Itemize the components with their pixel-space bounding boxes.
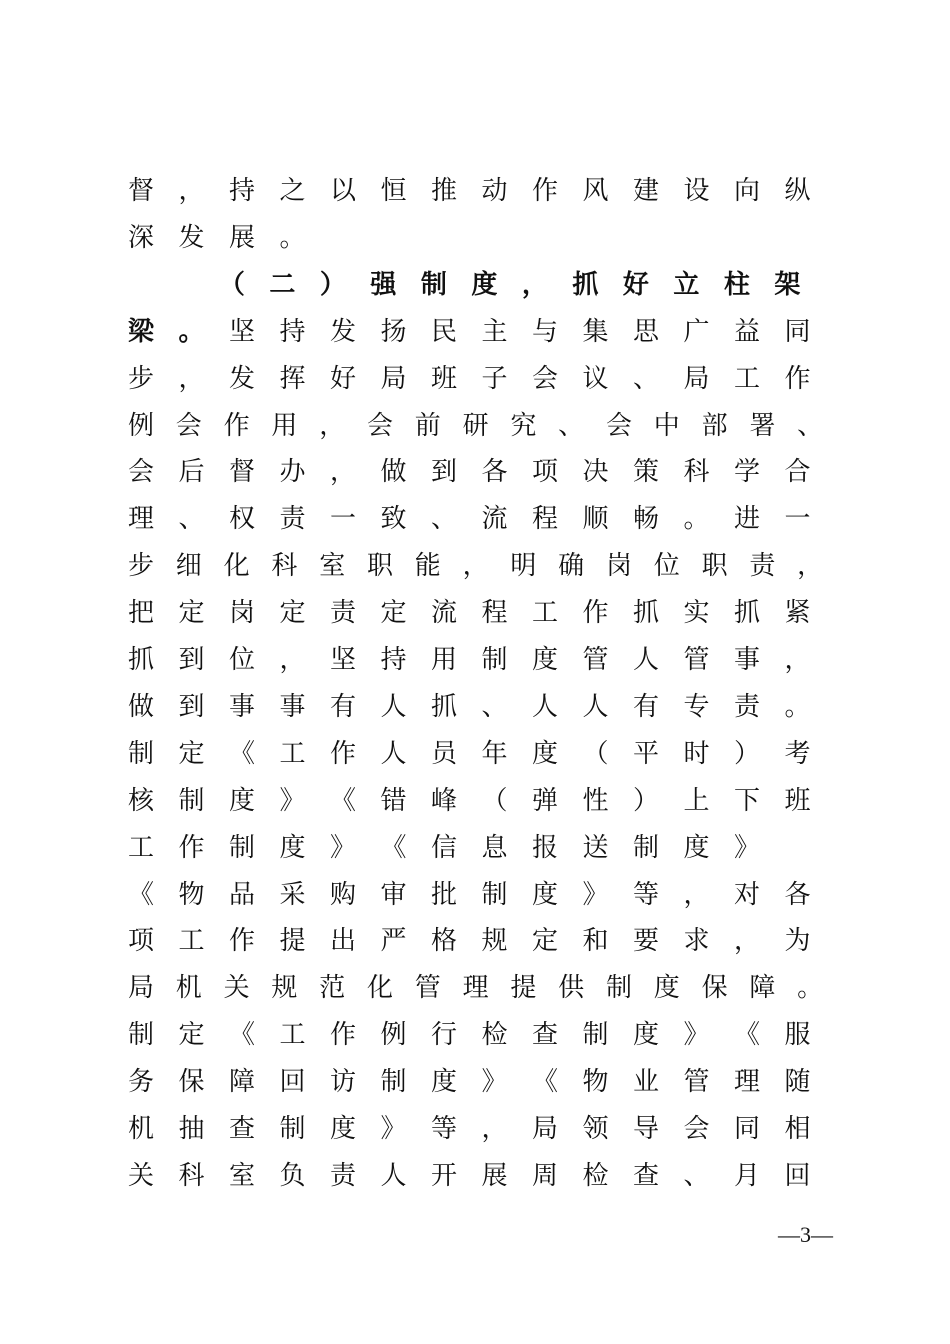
text-line: 工 作 制 度 》 《 信 息 报 送 制 度 》: [128, 832, 761, 863]
text-line: 制 定 《 工 作 例 行 检 查 制 度 》 《 服: [128, 1020, 811, 1051]
text-line: 例 会 作 用 ， 会 前 研 究 、 会 中 部 署 、: [128, 410, 824, 441]
text-line: 会 后 督 办 ， 做 到 各 项 决 策 科 学 合: [128, 457, 811, 488]
text-line: 关 科 室 负 责 人 开 展 周 检 查 、 月 回: [128, 1160, 811, 1191]
text-line: 深 发 展 。: [128, 222, 306, 253]
text-line: 制 定 《 工 作 人 员 年 度 （ 平 时 ） 考: [128, 738, 811, 769]
text-line: 做 到 事 事 有 人 抓 、 人 人 有 专 责 。: [128, 691, 811, 722]
text-line: 局 机 关 规 范 化 管 理 提 供 制 度 保 障 。: [128, 973, 824, 1004]
text-line: 梁 。 坚 持 发 扬 民 主 与 集 思 广 益 同: [128, 316, 811, 347]
text-line: 机 抽 查 制 度 》 等 ， 局 领 导 会 同 相: [128, 1114, 811, 1144]
text-line: 步 细 化 科 室 职 能 ， 明 确 岗 位 职 责 ，: [128, 551, 824, 582]
page-number: —3—: [778, 1222, 833, 1247]
text-line: 督 ， 持 之 以 恒 推 动 作 风 建 设 向 纵: [128, 176, 811, 206]
text-line: （ 二 ） 强 制 度 ， 抓 好 立 柱 架: [218, 269, 801, 300]
text-line: 抓 到 位 ， 坚 持 用 制 度 管 人 管 事 ，: [128, 645, 811, 675]
text-line: 《 物 品 采 购 审 批 制 度 》 等 ， 对 各: [128, 879, 811, 910]
text-line: 理 、 权 责 一 致 、 流 程 顺 畅 。 进 一: [128, 504, 811, 535]
text-line: 把 定 岗 定 责 定 流 程 工 作 抓 实 抓 紧: [128, 598, 811, 629]
text-line: 步 ， 发 挥 好 局 班 子 会 议 、 局 工 作: [128, 363, 811, 394]
text-line: 核 制 度 》 《 错 峰 （ 弹 性 ） 上 下 班: [128, 785, 811, 816]
text-line: 项 工 作 提 出 严 格 规 定 和 要 求 ， 为: [128, 926, 811, 957]
text-line: 务 保 障 回 访 制 度 》 《 物 业 管 理 随: [128, 1067, 811, 1098]
